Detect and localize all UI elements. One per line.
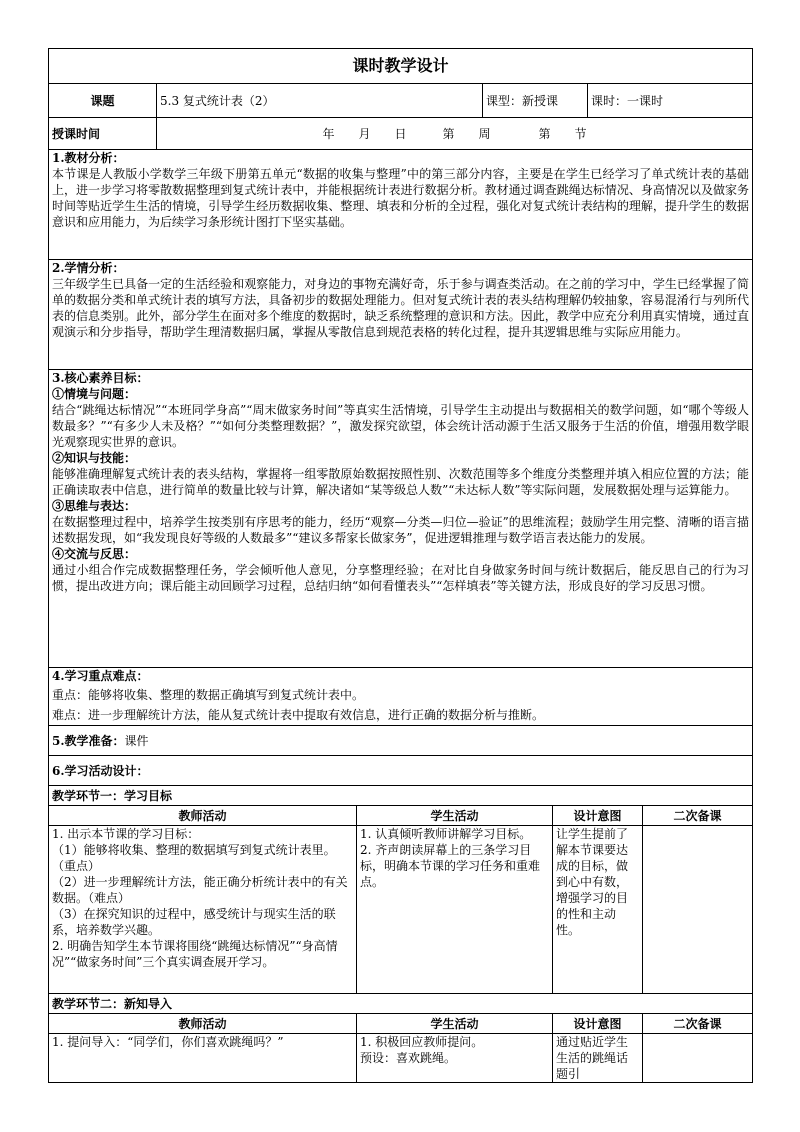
lesson-type: 课型：新授课 (483, 84, 588, 118)
stage1-teacher (49, 826, 357, 994)
activities-title: 6.学习活动设计： (49, 756, 753, 786)
col-second: 二次备课 (643, 1014, 753, 1034)
topic-label: 课题 (49, 84, 157, 118)
prep-value: 课件 (124, 733, 149, 748)
students-text: 三年级学生已具备一定的生活经验和观察能力，对身边的事物充满好奇，乐于参与调查类活动。在之前的学习中，学生已经掌握了简单的数据分类和单式统计表的填写方法，具备初步的数据处理能力。但对复式统计表的表头结构理解仍较抽象，容易混淆行与列所代表的信息类别。此外，部分学生在面对多个维度的数据时，缺乏系统整理的意识和方法。因此，教学中应充分利用真实情境，通过直观演示和分步指导，帮助学生理清数据归属，掌握从零散信息到规范表格的转化过程，提升其逻辑思维与实际应用能力。 (52, 277, 750, 339)
stage1-student (357, 826, 553, 994)
teacher-line: 2. 明确告知学生本节课将围绕“跳绳达标情况”“身高情况”“做家务时间”三个真实调查展开学习。 (52, 939, 338, 969)
col-intent: 设计意图 (553, 1014, 643, 1034)
core-goals (49, 370, 753, 668)
col-teacher: 教师活动 (49, 1014, 357, 1034)
goal-text: 在数据整理过程中，培养学生按类别有序思考的能力，经历“观察—分类—归位—验证”的思维流程；鼓励学生用完整、清晰的语言描述数据发现，如“我发现良好等级的人数最多”“建议多帮家长做家务”，促进逻辑推理与数学语言表达能力的发展。 (52, 515, 750, 545)
page-title: 课时教学设计 (49, 49, 753, 84)
students-title: 2.学情分析： (52, 261, 125, 275)
lesson-plan-table (48, 48, 753, 1083)
goal-heading: ②知识与技能： (52, 451, 137, 465)
goal-text: 通过小组合作完成数据整理任务，学会倾听他人意见，分享整理经验；在对比自身做家务时间与统计数据后，能反思自己的行为习惯，提出改进方向；课后能主动回顾学习过程，总结归纳“如何看懂表头”“怎样填表”等关键方法，形成良好的学习反思习惯。 (52, 563, 750, 593)
goal-text: 能够准确理解复式统计表的表头结构，掌握将一组零散原始数据按照性别、次数范围等多个维度分类整理并填入相应位置的方法；能正确读取表中信息，进行简单的数量比较与计算，解决诸如“某等级总人数”“未达标人数”等实际问题，发展数据处理与运算能力。 (52, 467, 750, 497)
student-line: 1. 积极回应教师提问。 (360, 1035, 484, 1049)
stage2-student (357, 1034, 553, 1083)
goal-text: 结合“跳绳达标情况”“本班同学身高”“周末做家务时间”等真实生活情境，引导学生主动提出与数据相关的数学问题，如“哪个等级人数最多？”“有多少人未及格？”“如何分类整理数据？”，激发探究欲望，体会统计活动源于生活又服务于生活的价值，增强用数学眼光观察现实世界的意识。 (52, 403, 750, 449)
stage2-teacher (49, 1034, 357, 1083)
topic-value: 5.3 复式统计表（2） (157, 84, 483, 118)
goal-heading: ④交流与反思： (52, 547, 137, 561)
col-intent: 设计意图 (553, 806, 643, 826)
lesson-plan-document (48, 48, 752, 1083)
stage2-second (643, 1034, 753, 1083)
material-title: 1.教材分析： (52, 151, 125, 165)
teacher-line: 1. 出示本节课的学习目标： (52, 827, 200, 841)
teaching-prep (49, 726, 753, 756)
stage1-intent: 让学生提前了解本节课要达成的目标，做到心中有数，增强学习的目的性和主动性。 (553, 826, 643, 994)
col-teacher: 教师活动 (49, 806, 357, 826)
stage2-intent: 通过贴近学生生活的跳绳话题引 (553, 1034, 643, 1083)
student-line: 预设：喜欢跳绳。 (360, 1051, 457, 1065)
teacher-line: 1. 提问导入：“同学们，你们喜欢跳绳吗？” (52, 1035, 284, 1049)
teacher-line: （2）进一步理解统计方法，能正确分析统计表中的有关数据。（难点） (52, 875, 348, 905)
time-value: 年 月 日 第 周 第 节 (157, 118, 753, 150)
teacher-line: （1）能够将收集、整理的数据填写到复式统计表里。（重点） (52, 843, 336, 873)
goal-heading: ③思维与表达： (52, 499, 137, 513)
lesson-period: 课时：一课时 (588, 84, 753, 118)
student-line: 1. 认真倾听教师讲解学习目标。 (360, 827, 532, 841)
col-student: 学生活动 (357, 1014, 553, 1034)
key-points (49, 668, 753, 726)
col-student: 学生活动 (357, 806, 553, 826)
material-analysis (49, 150, 753, 260)
prep-title: 5.教学准备： (52, 733, 125, 748)
student-line: 2. 齐声朗读屏幕上的三条学习目标，明确本节课的学习任务和重难点。 (360, 843, 541, 889)
stage2-title: 教学环节二：新知导入 (49, 994, 753, 1014)
difficulty-text: 难点：进一步理解统计方法，能从复式统计表中提取有效信息，进行正确的数据分析与推断。 (52, 708, 545, 722)
focus-text: 重点：能够将收集、整理的数据正确填写到复式统计表中。 (52, 688, 365, 702)
stage1-second (643, 826, 753, 994)
goal-heading: ①情境与问题： (52, 387, 137, 401)
time-label: 授课时间 (49, 118, 157, 150)
teacher-line: （3）在探究知识的过程中，感受统计与现实生活的联系，培养数学兴趣。 (52, 907, 336, 937)
col-second: 二次备课 (643, 806, 753, 826)
stage1-title: 教学环节一：学习目标 (49, 786, 753, 806)
keypoints-title: 4.学习重点难点： (52, 669, 149, 683)
student-analysis (49, 260, 753, 370)
material-text: 本节课是人教版小学数学三年级下册第五单元“数据的收集与整理”中的第三部分内容，主要是在学生已经学习了单式统计表的基础上，进一步学习将零散数据整理到复式统计表中，并能根据统计表进行数据分析。教材通过调查跳绳达标情况、身高情况以及做家务时间等贴近学生生活的情境，引导学生经历数据收集、整理、填表和分析的全过程，强化对复式统计表结构的理解，提升学生的数据意识和应用能力，为后续学习条形统计图打下坚实基础。 (52, 167, 750, 229)
goals-title: 3.核心素养目标： (52, 371, 149, 385)
